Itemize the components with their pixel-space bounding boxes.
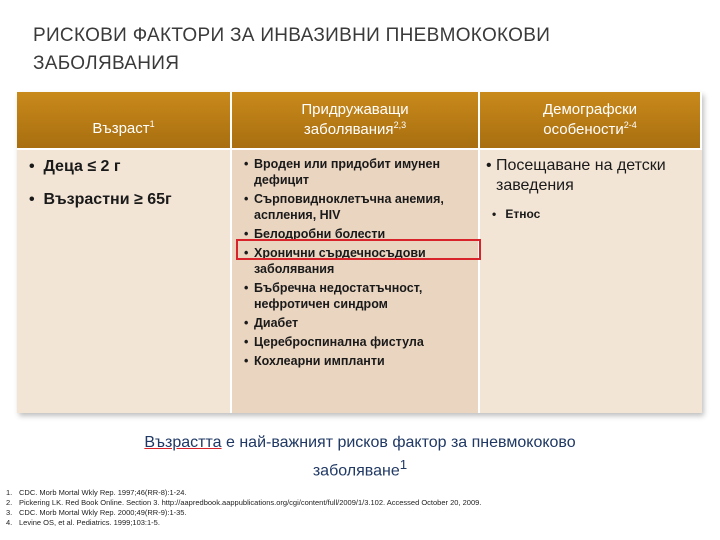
demo-item: • Посещаване на детски заведения: [486, 157, 666, 194]
demo-item: • Етнос: [486, 204, 696, 224]
bullet-icon: •: [244, 192, 249, 206]
summary-sup: 1: [399, 457, 408, 472]
comorbid-item: • Хронични сърдечносъдови заболявания: [244, 246, 426, 276]
age-header-sup: 1: [149, 119, 155, 129]
demographic-cell: [480, 148, 702, 413]
summary-underlined: Възрастта: [144, 434, 222, 451]
demo-header-line1: Демографски: [542, 101, 638, 118]
highlight-box: [236, 239, 481, 260]
comorbid-header-line2: заболявания: [303, 121, 394, 138]
summary-line1: е най-важният рисков фактор за пневмококово: [221, 434, 576, 451]
bullet-icon: •: [244, 354, 249, 368]
comorbid-item-highlighted: • Белодробни болести: [244, 227, 386, 241]
comorbid-cell: [232, 148, 480, 413]
column-header-comorbid: [232, 92, 480, 148]
column-header-age: [17, 92, 232, 148]
bullet-icon: •: [244, 227, 249, 241]
bullet-icon: •: [244, 281, 249, 295]
demo-header-line2: особености: [543, 121, 624, 138]
comorbid-item: • Вроден или придобит имунен дефицит: [244, 157, 441, 187]
demo-header-sup: 2-4: [623, 120, 637, 130]
comorbid-item: • Кохлеарни импланти: [244, 354, 385, 368]
bullet-icon: •: [244, 157, 249, 171]
references: [6, 488, 706, 528]
comorbid-item: • Диабет: [244, 316, 299, 330]
reference-item: 4. Levine OS, et al. Pediatrics. 1999;103:1-5.: [6, 518, 160, 527]
reference-item: 3. CDC. Morb Mortal Wkly Rep. 2000;49(RR-9):1-35.: [6, 508, 187, 517]
summary-statement: [40, 432, 680, 482]
slide-title-line2: ЗАБОЛЯВАНИЯ: [33, 53, 180, 74]
bullet-icon: •: [244, 246, 249, 260]
comorbid-item: • Сърповидноклетъчна анемия, аспления, HIV: [244, 192, 444, 222]
bullet-icon: •: [29, 191, 35, 208]
age-header-label: Възраст: [92, 120, 150, 137]
summary-line2: заболяване: [312, 462, 400, 480]
comorbid-item: • Цереброспинална фистула: [244, 335, 424, 349]
comorbid-header-sup: 2,3: [393, 120, 407, 130]
bullet-icon: •: [29, 158, 35, 175]
column-header-demographic: [480, 92, 702, 148]
comorbid-header-line1: Придружаващи: [301, 101, 409, 118]
comorbid-item: • Бъбречна недостатъчност, нефротичен синдром: [244, 281, 423, 311]
reference-item: 1. CDC. Morb Mortal Wkly Rep. 1997;46(RR-8):1-24.: [6, 488, 187, 497]
bullet-icon: •: [244, 316, 249, 330]
reference-item: 2. Pickering LK. Red Book Online. Section 3. http://aapredbook.aappublications.org/cgi/content/full/2009/1/3.102. Accessed October 20, 2009.: [6, 498, 482, 507]
bullet-icon: •: [486, 157, 492, 174]
age-item: • Възрастни ≥ 65г: [29, 191, 172, 208]
slide-title-line1: РИСКОВИ ФАКТОРИ ЗА ИНВАЗИВНИ ПНЕВМОКОКОВИ: [33, 25, 551, 46]
age-cell: [17, 148, 232, 413]
slide-title: [33, 22, 673, 78]
comorbid-list: [238, 156, 472, 369]
bullet-icon: •: [244, 335, 249, 349]
bullet-icon: •: [492, 207, 497, 221]
age-item: • Деца ≤ 2 г: [29, 158, 121, 175]
